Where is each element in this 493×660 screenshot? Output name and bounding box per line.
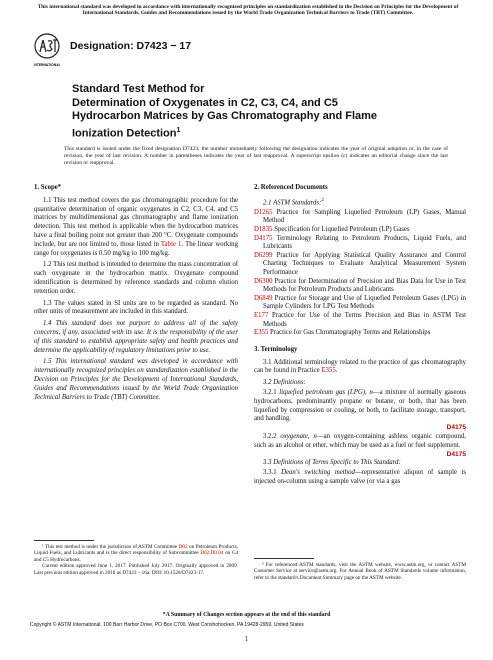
para-3-1: 3.1 Additional terminology related to the practice of gas chromatography can be found in Practice E355. [254,358,466,375]
para-1-2: 1.2 This test method is intended to determine the mass concentration of each oxygenate in the hydrocarbon matrix. Oxygenate compound identification is determined by reference standards and column elution retention order. [34,261,238,295]
para-1-3: 1.3 The values stated in SI units are to be regarded as standard. No other units of measurement are included in this standard. [34,299,238,316]
source-tag-d4175[interactable]: D4175 [446,450,466,458]
footnote-2-text: ² For referenced ASTM standards, visit the ASTM website, www.astm.org, or contact ASTM Customer Service at service@astm.org. For Annual Book of ASTM Standards volume information, refer to the standard's Document Summary page on the ASTM website. [254,562,466,581]
title-line-3: Hydrocarbon Matrices by Gas Chromatography and Flame [72,110,378,123]
para-3-3: 3.3 Definitions of Terms Specific to This Standard: [263,459,401,467]
ref-d6299-link[interactable]: D6299 [254,251,273,259]
copyright-line: Copyright © ASTM International, 100 Barr Harbor Drive, PO Box C700, West Conshohocken, PA 19428-2959. United States [30,622,304,628]
d02-link[interactable]: D02 [178,544,188,550]
right-column [254,184,466,490]
ref-d1835-link[interactable]: D1835 [254,226,273,234]
footnote-divider [254,558,314,559]
terminology-heading: 3. Terminology [254,345,298,353]
para-1-4: 1.4 This standard does not purport to address all of the safety concerns, if any, associated with its use. It is the responsibility of the user of this standard to establish appropriate safety and health practices and determine the applicability of regulatory limitations prior to use. [34,320,238,354]
summary-of-changes-note: *A Summary of Changes section appears at the end of this standard [162,612,331,618]
e355-link[interactable]: E355 [321,367,336,375]
para-3-3-1: 3.3.1 Dean's switching method—representative aliquot of sample is injected on-column using a sample valve (or via a gas [254,469,466,485]
page-number: 1 [244,635,249,643]
designation: Designation: D7423 − 17 [70,40,192,52]
reference-item: D1265 Practice for Sampling Liquefied Petroleum (LP) Gases, Manual Method [254,208,466,225]
para-3-2: 3.2 Definitions: [263,379,306,387]
reference-item: D4175 Terminology Relating to Petroleum Products, Liquid Fuels, and Lubricants [254,234,466,251]
issued-note: This standard is issued under the fixed designation D7423; the number immediately following the designation indicates the year of original adoption or, in the case of revision, the year of last revision. A number in parentheses indicates the year of last reapproval. A superscript epsilon (ε) indicates an editorial change since the last revision or reapproval. [64,146,448,167]
footnote-1: ¹ This test method is under the jurisdiction of ASTM Committee D02 on Petroleum Products, Liquid Fuels, and Lubricants and is the direct responsibility of Subcommittee D02.D0.04 on C4 and C5 Hydrocarbons. Current edition approved June 1, 2017. Published July 2017. Originally approved in 2009. Last previous edition approved in 2016 as D7423 – 16a. DOI: 10.1520/D7423-17. [34,540,238,576]
left-column [34,184,238,405]
table-1-link[interactable]: Table 1 [160,240,182,248]
astm-logo [34,32,60,70]
scope-heading: 1. Scope* [34,184,62,191]
referenced-documents-heading: 2. Referenced Documents [254,184,328,191]
ref-d4175-link[interactable]: D4175 [254,234,273,242]
title-line-2: Determination of Oxygenates in C2, C3, C4, and C5 [72,96,338,109]
para-3-2-1: 3.2.1 liquefied petroleum gas (LPG), n—a mixture of normally gaseous hydrocarbons, predominantly propane or butane, or both, that has been liquefied by compression or cooling, or both, to facilitate storage, transport, and handling. [254,388,466,423]
reference-item: D1835 Specification for Liquefied Petroleum (LP) Gases [254,226,410,234]
para-3-2-2: 3.2.2 oxygenate, n—an oxygen-containing ashless organic compound, such as an alcohol or ether, which may be used as a fuel or fuel supplement. [254,432,466,449]
para-1-5: 1.5 This international standard was developed in accordance with internationally recognized principles on standardization established in the Decision on Principles for the Development of International Standards, Guides and Recommendations issued by the World Trade Organization Technical Barriers to Trade (TBT) Committee. [34,358,238,401]
source-tag-d4175[interactable]: D4175 [446,424,466,432]
top-note: This international standard was developed in accordance with internationally recognized principles on standardization established in the Decision on Principles for the Development of International Standards, Guides and Recommendations issued by the World Trade Organization Technical Barriers to Trade (TBT) Committee. [37,4,459,17]
para-1-1: 1.1 This test method covers the gas chromatographic procedure for the quantitative determination of organic oxygenates in C2, C3, C4, and C5 matrices by multidimensional gas chromatography and flame ionization detection. This test method is applicable when the hydrocarbon matrices have a final boiling point not greater than 200 °C. Oxygenate compounds include, but are not limited to, those listed in Table 1. The linear working range for oxygenates is 0.50 mg/kg to 100 mg/kg. [34,196,238,257]
reference-list [254,209,466,338]
title-line-4: Ionization Detection [72,127,177,140]
ref-e355-link[interactable]: E355 [254,329,269,337]
logo-text: INTERNATIONAL [34,63,60,67]
reference-item: D6299 Practice for Applying Statistical Quality Assurance and Control Charting Techniques to Evaluate Analytical Measurement System Performance [254,251,466,277]
ref-d6849-link[interactable]: D6849 [254,294,273,302]
reference-item: E177 Practice for Use of the Terms Precision and Bias in ASTM Test Methods [254,311,466,328]
ref-e177-link[interactable]: E177 [254,311,269,319]
footnote-divider [34,540,94,541]
astm-standards-sub: 2.1 ASTM Standards:$^2$ [263,197,324,207]
reference-item: D6300 Practice for Determination of Precision and Bias Data for Use in Test Methods for Petroleum Products and Lubricants [254,277,466,294]
reference-item: E355 Practice for Gas Chromatography Terms and Relationships [254,329,431,337]
reference-item: D6849 Practice for Storage and Use of Liquefied Petroleum Gases (LPG) in Sample Cylinders for LPG Test Methods [254,294,466,311]
astm-logo-icon [34,32,60,70]
title-footnote-mark: 1 [176,126,181,134]
ref-d1265-link[interactable]: D1265 [254,208,273,216]
footnote-2 [254,558,466,581]
footnote-1-edition: Current edition approved June 1, 2017. Published July 2017. Originally approved in 2009. Last previous edition approved in 2016 as D7423 – 16a. DOI: 10.1520/D7423-17. [34,563,238,576]
title-line-1: Standard Test Method for [72,83,205,95]
d02-d0-04-link[interactable]: D02.D0.04 [200,550,224,557]
document-title [72,83,392,141]
ref-d6300-link[interactable]: D6300 [254,277,273,285]
